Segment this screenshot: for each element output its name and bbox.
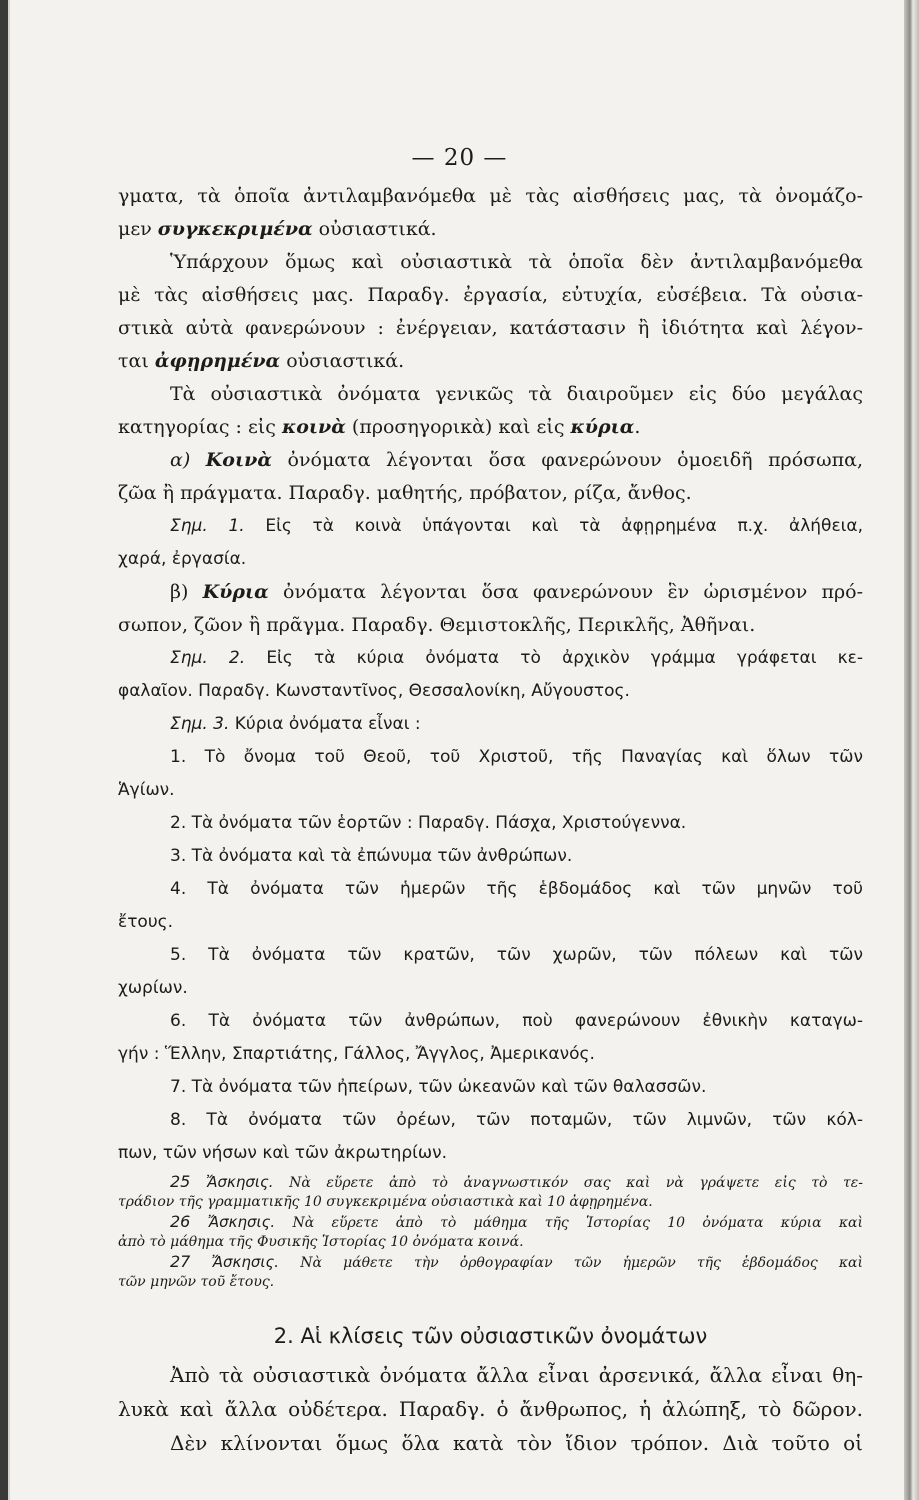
exercise-26: 26 Ἄσκησις. Νὰ εὕρετε ἀπὸ τὸ μάθημα τῆς Ἱστορίας 10 ὀνόματα κύρια καὶ ἀπὸ τὸ μάθημα τῆς Φυσικῆς Ἱστορίας 10 ὀνόματα κοινά. <box>118 1212 863 1250</box>
term-abstract: ἀφῃρημένα <box>154 350 281 372</box>
text-line: στικὰ αὐτὰ φανερώνουν : ἐνέργειαν, κατάστασιν ἢ ἰδιότητα καὶ λέγον- <box>118 317 863 339</box>
list-item-cont: πων, τῶν νήσων καὶ τῶν ἀκρωτηρίων. <box>118 1143 448 1163</box>
list-item: 5. Τὰ ὀνόματα τῶν κρατῶν, τῶν χωρῶν, τῶν πόλεων καὶ τῶν <box>170 945 863 965</box>
note-line: φαλαῖον. Παραδγ. Κωνσταντῖνος, Θεσσαλονίκη, Αὔγουστος. <box>118 681 630 701</box>
term-common: κοινὰ <box>281 416 346 438</box>
text-line: κατηγορίας : εἰς κοινὰ (προσηγορικὰ) καὶ εἰς κύρια. <box>118 416 641 438</box>
note-line: χαρά, ἐργασία. <box>118 549 247 569</box>
note-line: Σημ. 2. Εἰς τὰ κύρια ὀνόματα τὸ ἀρχικὸν γράμμα γράφεται κε- <box>170 648 863 668</box>
list-item-cont: χωρίων. <box>118 978 188 998</box>
page-number: — 20 — <box>411 145 508 171</box>
list-item: 2. Τὰ ὀνόματα τῶν ἑορτῶν : Παραδγ. Πάσχα, Χριστούγεννα. <box>170 813 687 833</box>
exercise-label: Ἄσκησις. <box>207 1213 276 1231</box>
text-line: Τὰ οὐσιαστικὰ ὀνόματα γενικῶς τὰ διαιροῦμεν εἰς δύο μεγάλας <box>170 383 863 405</box>
note-label: Σημ. 2. <box>170 648 246 668</box>
section-title: 2. Αἱ κλίσεις τῶν οὐσιαστικῶν ὀνομάτων <box>273 1324 708 1348</box>
term-proper: κύρια <box>570 416 635 438</box>
text-line: σωπον, ζῶον ἢ πρᾶγμα. Παραδγ. Θεμιστοκλῆς, Περικλῆς, Ἀθῆναι. <box>118 614 756 636</box>
text-line: ται ἀφῃρημένα οὐσιαστικά. <box>118 350 405 372</box>
text-line: α) Κοινὰ ὀνόματα λέγονται ὅσα φανερώνουν ὁμοειδῆ πρόσωπα, <box>170 449 863 471</box>
exercise-label: Ἄσκησις. <box>205 1173 274 1191</box>
note-line: Σημ. 1. Εἰς τὰ κοινὰ ὑπάγονται καὶ τὰ ἀφῃρημένα π.χ. ἀλήθεια, <box>170 516 863 536</box>
list-item-cont: γήν : Ἕλλην, Σπαρτιάτης, Γάλλος, Ἄγγλος, Ἀμερικανός. <box>118 1044 595 1064</box>
text-line: ζῶα ἢ πράγματα. Παραδγ. μαθητής, πρόβατον, ρίζα, ἄνθος. <box>118 482 692 504</box>
page-content <box>118 180 863 1460</box>
text-line: γματα, τὰ ὁποῖα ἀντιλαμβανόμεθα μὲ τὰς αἰσθήσεις μας, τὰ ὀνομάζο- <box>118 185 863 207</box>
list-item: 7. Τὰ ὀνόματα τῶν ἠπείρων, τῶν ὠκεανῶν καὶ τῶν θαλασσῶν. <box>170 1077 707 1097</box>
list-item: 4. Τὰ ὀνόματα τῶν ἡμερῶν τῆς ἑβδομάδος καὶ τῶν μηνῶν τοῦ <box>170 879 863 899</box>
list-item: 8. Τὰ ὀνόματα τῶν ὀρέων, τῶν ποταμῶν, τῶν λιμνῶν, τῶν κόλ- <box>170 1110 863 1130</box>
exercise-25: 25 Ἄσκησις. Νὰ εὕρετε ἀπὸ τὸ ἀναγνωστικόν σας καὶ νὰ γράψετε εἰς τὸ τε- τράδιον τῆς γραμματικῆς 10 συγκεκριμένα οὐσιαστικὰ καὶ 10 ἀφῃρημένα. <box>118 1172 863 1210</box>
text-line: μεν συγκεκριμένα οὐσιαστικά. <box>118 218 437 240</box>
list-item-cont: ἔτους. <box>118 912 174 932</box>
list-item: 6. Τὰ ὀνόματα τῶν ἀνθρώπων, ποὺ φανερώνουν ἐθνικὴν καταγω- <box>170 1011 863 1031</box>
text-line: λυκὰ καὶ ἄλλα οὐδέτερα. Παραδγ. ὁ ἄνθρωπος, ἡ ἀλώπηξ, τὸ δῶρον. <box>118 1397 863 1421</box>
list-item: 3. Τὰ ὀνόματα καὶ τὰ ἐπώνυμα τῶν ἀνθρώπων. <box>170 846 573 866</box>
exercise-label: Ἄσκησις. <box>211 1253 280 1271</box>
exercise-27: 27 Ἄσκησις. Νὰ μάθετε τὴν ὀρθογραφίαν τῶν ἡμερῶν τῆς ἑβδομάδος καὶ τῶν μηνῶν τοῦ ἔτους. <box>118 1252 863 1290</box>
text-line: Ἀπὸ τὰ οὐσιαστικὰ ὀνόματα ἄλλα εἶναι ἀρσενικά, ἄλλα εἶναι θη- <box>170 1363 863 1387</box>
text-line: μὲ τὰς αἰσθήσεις μας. Παραδγ. ἐργασία, εὐτυχία, εὐσέβεια. Τὰ οὐσια- <box>118 284 863 306</box>
list-item: 1. Τὸ ὄνομα τοῦ Θεοῦ, τοῦ Χριστοῦ, τῆς Παναγίας καὶ ὅλων τῶν <box>170 747 863 767</box>
note-label: Σημ. 1. <box>170 516 245 536</box>
text-line: Δὲν κλίνονται ὅμως ὅλα κατὰ τὸν ἴδιον τρόπον. Διὰ τοῦτο οἱ <box>170 1431 863 1455</box>
text-line: Ὑπάρχουν ὅμως καὶ οὐσιαστικὰ τὰ ὁποῖα δὲν ἀντιλαμβανόμεθα <box>170 251 863 273</box>
term-common: Κοινὰ <box>205 449 272 471</box>
term-concrete: συγκεκριμένα <box>157 218 313 240</box>
note-label: Σημ. 3. <box>170 714 230 734</box>
text-line: β) Κύρια ὀνόματα λέγονται ὅσα φανερώνουν ἓν ὡρισμένον πρό- <box>170 581 863 603</box>
term-proper: Κύρια <box>202 581 269 603</box>
page-edge <box>904 0 919 1500</box>
list-item-cont: Ἁγίων. <box>118 780 175 800</box>
note-line: Σημ. 3. Κύρια ὀνόματα εἶναι : <box>170 714 421 734</box>
